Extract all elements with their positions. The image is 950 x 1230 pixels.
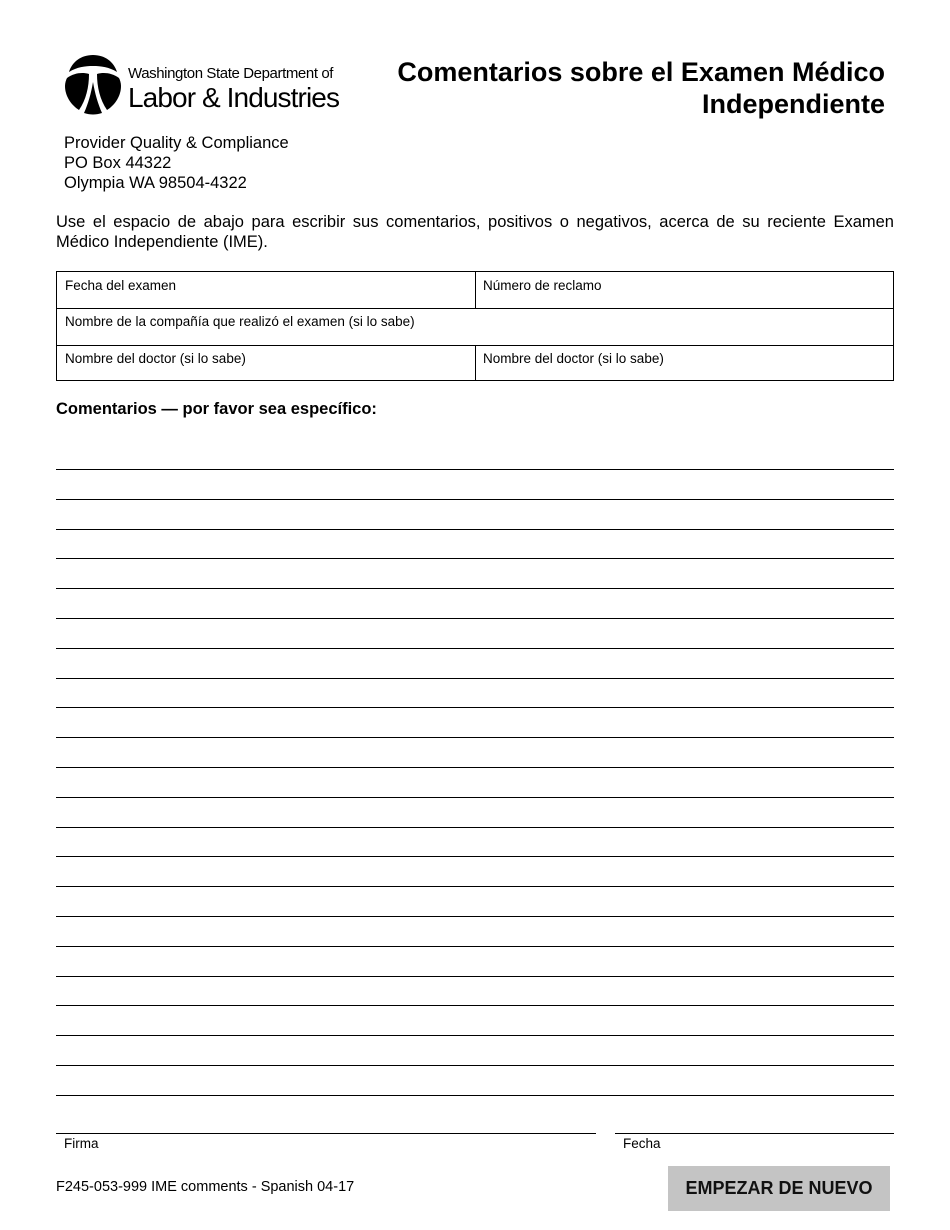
page-title — [325, 56, 885, 120]
signature-date-field[interactable] — [615, 1133, 894, 1134]
doctor-name-label-1: Nombre del doctor (si lo sabe) — [65, 351, 246, 366]
comment-line[interactable] — [56, 1005, 894, 1006]
comment-line[interactable] — [56, 827, 894, 828]
comment-line[interactable] — [56, 737, 894, 738]
comment-line[interactable] — [56, 618, 894, 619]
comment-line[interactable] — [56, 707, 894, 708]
comment-line[interactable] — [56, 1065, 894, 1066]
comment-line[interactable] — [56, 946, 894, 947]
form-number: F245-053-999 IME comments - Spanish 04-17 — [56, 1179, 355, 1195]
mailing-address — [64, 133, 289, 193]
reset-form-button[interactable]: EMPEZAR DE NUEVO — [668, 1166, 890, 1211]
comment-line[interactable] — [56, 856, 894, 857]
exam-info-table — [56, 271, 894, 381]
exam-date-label: Fecha del examen — [65, 278, 177, 293]
comment-line[interactable] — [56, 469, 894, 470]
comment-line[interactable] — [56, 1035, 894, 1036]
doctor-name-field-2[interactable] — [475, 345, 893, 381]
signature-field[interactable] — [56, 1133, 596, 1134]
lni-logo-icon — [62, 52, 124, 116]
agency-logo — [62, 52, 340, 120]
comment-line[interactable] — [56, 499, 894, 500]
address-line1: Provider Quality & Compliance — [64, 134, 289, 152]
logo-text-department: Washington State Department of — [128, 65, 334, 82]
instructions-text: Use el espacio de abajo para escribir sus comentarios, positivos o negativos, acerca de su reciente Examen Médico Independiente (IME). — [56, 213, 894, 251]
comment-line[interactable] — [56, 648, 894, 649]
claim-number-field[interactable] — [475, 272, 893, 308]
comment-line[interactable] — [56, 976, 894, 977]
page-title-line2: Independiente — [701, 89, 885, 119]
doctor-name-label-2: Nombre del doctor (si lo sabe) — [483, 351, 664, 366]
address-line2: PO Box 44322 — [64, 154, 172, 172]
claim-number-label: Número de reclamo — [483, 278, 602, 293]
signature-label: Firma — [64, 1136, 99, 1151]
comment-line[interactable] — [56, 558, 894, 559]
comments-heading: Comentarios — por favor sea específico: — [56, 400, 377, 418]
comment-line[interactable] — [56, 1095, 894, 1096]
comment-line[interactable] — [56, 678, 894, 679]
signature-date-label: Fecha — [623, 1136, 661, 1151]
comment-line[interactable] — [56, 529, 894, 530]
comment-line[interactable] — [56, 797, 894, 798]
exam-company-label: Nombre de la compañía que realizó el examen (si lo sabe) — [65, 314, 415, 329]
address-line3: Olympia WA 98504-4322 — [64, 174, 247, 192]
logo-text-agency: Labor & Industries — [128, 82, 340, 113]
comment-line[interactable] — [56, 588, 894, 589]
page-title-line1: Comentarios sobre el Examen Médico — [397, 57, 885, 87]
comment-line[interactable] — [56, 886, 894, 887]
exam-date-field[interactable] — [57, 272, 475, 308]
doctor-name-field-1[interactable] — [57, 345, 475, 381]
comment-line[interactable] — [56, 916, 894, 917]
comment-line[interactable] — [56, 767, 894, 768]
exam-company-field[interactable] — [57, 308, 893, 345]
comments-area[interactable] — [56, 440, 894, 1100]
